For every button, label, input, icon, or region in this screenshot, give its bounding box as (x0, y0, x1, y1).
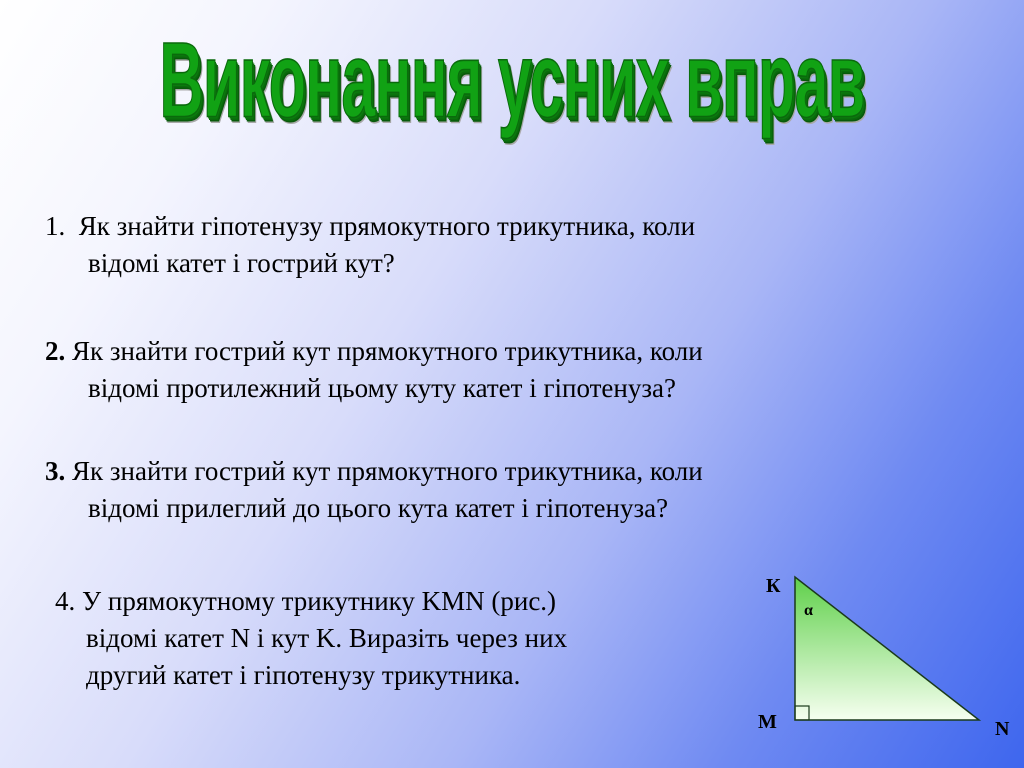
question-3 (45, 453, 703, 527)
triangle-kmn (795, 577, 979, 720)
question-2-number: 2. (45, 336, 66, 366)
question-3-line-1: Як знайти гострий кут прямокутного трикутника, коли (72, 456, 703, 486)
question-2 (45, 333, 703, 407)
question-4-line-3: другий катет і гіпотенузу трикутника. (86, 660, 521, 690)
question-4 (55, 583, 567, 694)
question-1-line-1: Як знайти гіпотенузу прямокутного трикутника, коли (78, 211, 696, 241)
question-1-line-2: відомі катет і гострий кут? (88, 248, 395, 278)
question-3-number: 3. (45, 456, 66, 486)
question-3-line-2: відомі прилеглий до цього кута катет і гіпотенуза? (88, 493, 669, 523)
question-2-line-2: відомі протилежний цьому куту катет і гіпотенуза? (88, 373, 676, 403)
slide-title: Виконання усних вправ (159, 19, 865, 140)
question-4-number: 4. (55, 586, 76, 616)
vertex-m-label: М (758, 711, 777, 733)
question-1-number: 1. (45, 211, 66, 241)
question-4-line-2: відомі катет N і кут K. Виразіть через них (86, 623, 568, 653)
question-4-line-1: У прямокутному трикутнику KMN (рис.) (82, 586, 557, 616)
question-2-line-1: Як знайти гострий кут прямокутного трикутника, коли (72, 336, 703, 366)
angle-alpha-label: α (804, 602, 813, 619)
question-1 (45, 208, 695, 282)
vertex-n-label: N (995, 718, 1010, 740)
triangle-kmn-figure (750, 565, 1024, 768)
title-area (0, 18, 1024, 148)
vertex-k-label: К (766, 575, 781, 597)
